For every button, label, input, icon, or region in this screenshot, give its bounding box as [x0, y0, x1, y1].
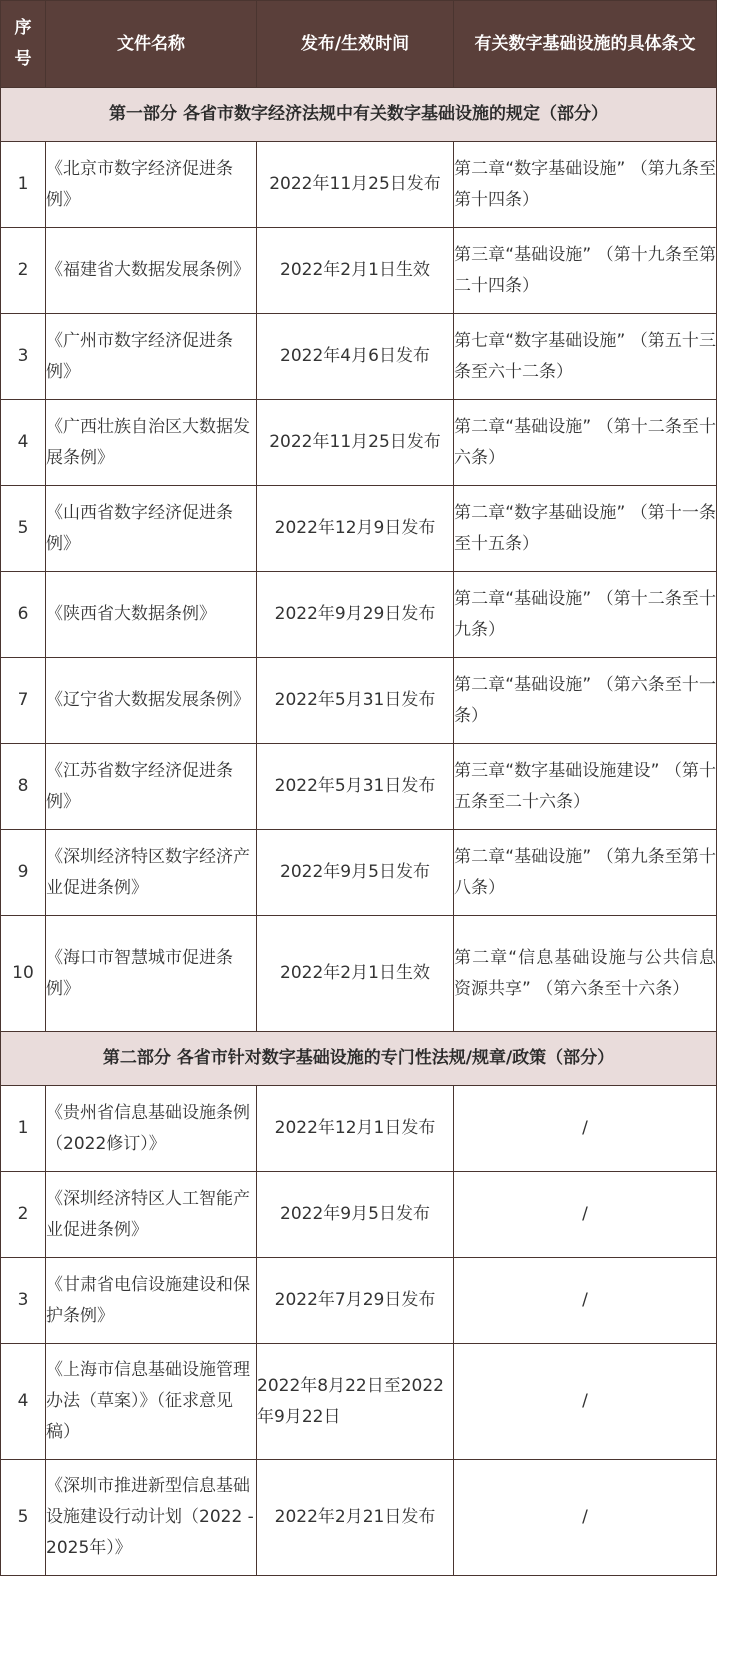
row-file-name: 《深圳经济特区人工智能产业促进条例》	[46, 1172, 257, 1258]
row-number: 2	[1, 1172, 46, 1258]
row-date: 2022年8月22日至2022年9月22日	[257, 1344, 454, 1460]
row-date: 2022年5月31日发布	[257, 658, 454, 744]
table-row	[1, 1086, 717, 1172]
row-articles: 第三章“数字基础设施建设” （第十五条至二十六条）	[454, 744, 717, 830]
row-number: 2	[1, 228, 46, 314]
row-number: 4	[1, 400, 46, 486]
row-date: 2022年9月29日发布	[257, 572, 454, 658]
section-title: 第二部分 各省市针对数字基础设施的专门性法规/规章/政策（部分）	[1, 1032, 717, 1086]
table-row	[1, 228, 717, 314]
row-date: 2022年2月21日发布	[257, 1460, 454, 1576]
table-row	[1, 572, 717, 658]
row-articles: 第二章“信息基础设施与公共信息资源共享” （第六条至十六条）	[454, 916, 717, 1032]
row-articles: 第七章“数字基础设施” （第五十三条至六十二条）	[454, 314, 717, 400]
table-row	[1, 486, 717, 572]
table-row	[1, 142, 717, 228]
row-date: 2022年9月5日发布	[257, 1172, 454, 1258]
row-number: 7	[1, 658, 46, 744]
row-articles: /	[454, 1086, 717, 1172]
row-date: 2022年2月1日生效	[257, 228, 454, 314]
row-date: 2022年9月5日发布	[257, 830, 454, 916]
section-title: 第一部分 各省市数字经济法规中有关数字基础设施的规定（部分）	[1, 88, 717, 142]
table-row	[1, 916, 717, 1032]
row-file-name: 《深圳市推进新型信息基础设施建设行动计划（2022 - 2025年）》	[46, 1460, 257, 1576]
row-date: 2022年12月1日发布	[257, 1086, 454, 1172]
row-articles: 第二章“基础设施” （第十二条至十九条）	[454, 572, 717, 658]
row-date: 2022年11月25日发布	[257, 400, 454, 486]
row-file-name: 《江苏省数字经济促进条例》	[46, 744, 257, 830]
section-header-row	[1, 88, 717, 142]
section-header-row	[1, 1032, 717, 1086]
row-articles: /	[454, 1258, 717, 1344]
row-date: 2022年7月29日发布	[257, 1258, 454, 1344]
row-number: 1	[1, 1086, 46, 1172]
header-articles: 有关数字基础设施的具体条文	[454, 1, 717, 88]
row-date: 2022年4月6日发布	[257, 314, 454, 400]
row-file-name: 《陕西省大数据条例》	[46, 572, 257, 658]
row-date: 2022年2月1日生效	[257, 916, 454, 1032]
table-row	[1, 658, 717, 744]
row-date: 2022年12月9日发布	[257, 486, 454, 572]
row-number: 3	[1, 1258, 46, 1344]
row-number: 10	[1, 916, 46, 1032]
table-row	[1, 1172, 717, 1258]
table-row	[1, 400, 717, 486]
row-number: 5	[1, 1460, 46, 1576]
row-file-name: 《贵州省信息基础设施条例（2022修订）》	[46, 1086, 257, 1172]
row-number: 1	[1, 142, 46, 228]
row-number: 9	[1, 830, 46, 916]
row-articles: 第二章“数字基础设施” （第十一条至十五条）	[454, 486, 717, 572]
table-row	[1, 744, 717, 830]
table-row	[1, 1344, 717, 1460]
row-date: 2022年5月31日发布	[257, 744, 454, 830]
row-file-name: 《北京市数字经济促进条例》	[46, 142, 257, 228]
row-number: 6	[1, 572, 46, 658]
row-number: 4	[1, 1344, 46, 1460]
row-articles: 第三章“基础设施” （第十九条至第二十四条）	[454, 228, 717, 314]
row-file-name: 《海口市智慧城市促进条例》	[46, 916, 257, 1032]
table-row	[1, 314, 717, 400]
table-row	[1, 1460, 717, 1576]
row-number: 8	[1, 744, 46, 830]
header-file-name: 文件名称	[46, 1, 257, 88]
header-date: 发布/生效时间	[257, 1, 454, 88]
row-file-name: 《上海市信息基础设施管理办法（草案）》（征求意见稿）	[46, 1344, 257, 1460]
row-file-name: 《福建省大数据发展条例》	[46, 228, 257, 314]
row-articles: 第二章“基础设施” （第六条至十一条）	[454, 658, 717, 744]
row-file-name: 《山西省数字经济促进条例》	[46, 486, 257, 572]
table-header-row	[1, 1, 717, 88]
table-row	[1, 830, 717, 916]
row-file-name: 《深圳经济特区数字经济产业促进条例》	[46, 830, 257, 916]
table-row	[1, 1258, 717, 1344]
row-articles: 第二章“基础设施” （第九条至第十八条）	[454, 830, 717, 916]
row-articles: 第二章“基础设施” （第十二条至十六条）	[454, 400, 717, 486]
header-number: 序 号	[1, 1, 46, 88]
row-articles: 第二章“数字基础设施” （第九条至第十四条）	[454, 142, 717, 228]
row-file-name: 《广西壮族自治区大数据发展条例》	[46, 400, 257, 486]
row-articles: /	[454, 1344, 717, 1460]
row-file-name: 《甘肃省电信设施建设和保护条例》	[46, 1258, 257, 1344]
row-file-name: 《辽宁省大数据发展条例》	[46, 658, 257, 744]
row-number: 5	[1, 486, 46, 572]
row-date: 2022年11月25日发布	[257, 142, 454, 228]
row-articles: /	[454, 1460, 717, 1576]
row-number: 3	[1, 314, 46, 400]
row-file-name: 《广州市数字经济促进条例》	[46, 314, 257, 400]
row-articles: /	[454, 1172, 717, 1258]
